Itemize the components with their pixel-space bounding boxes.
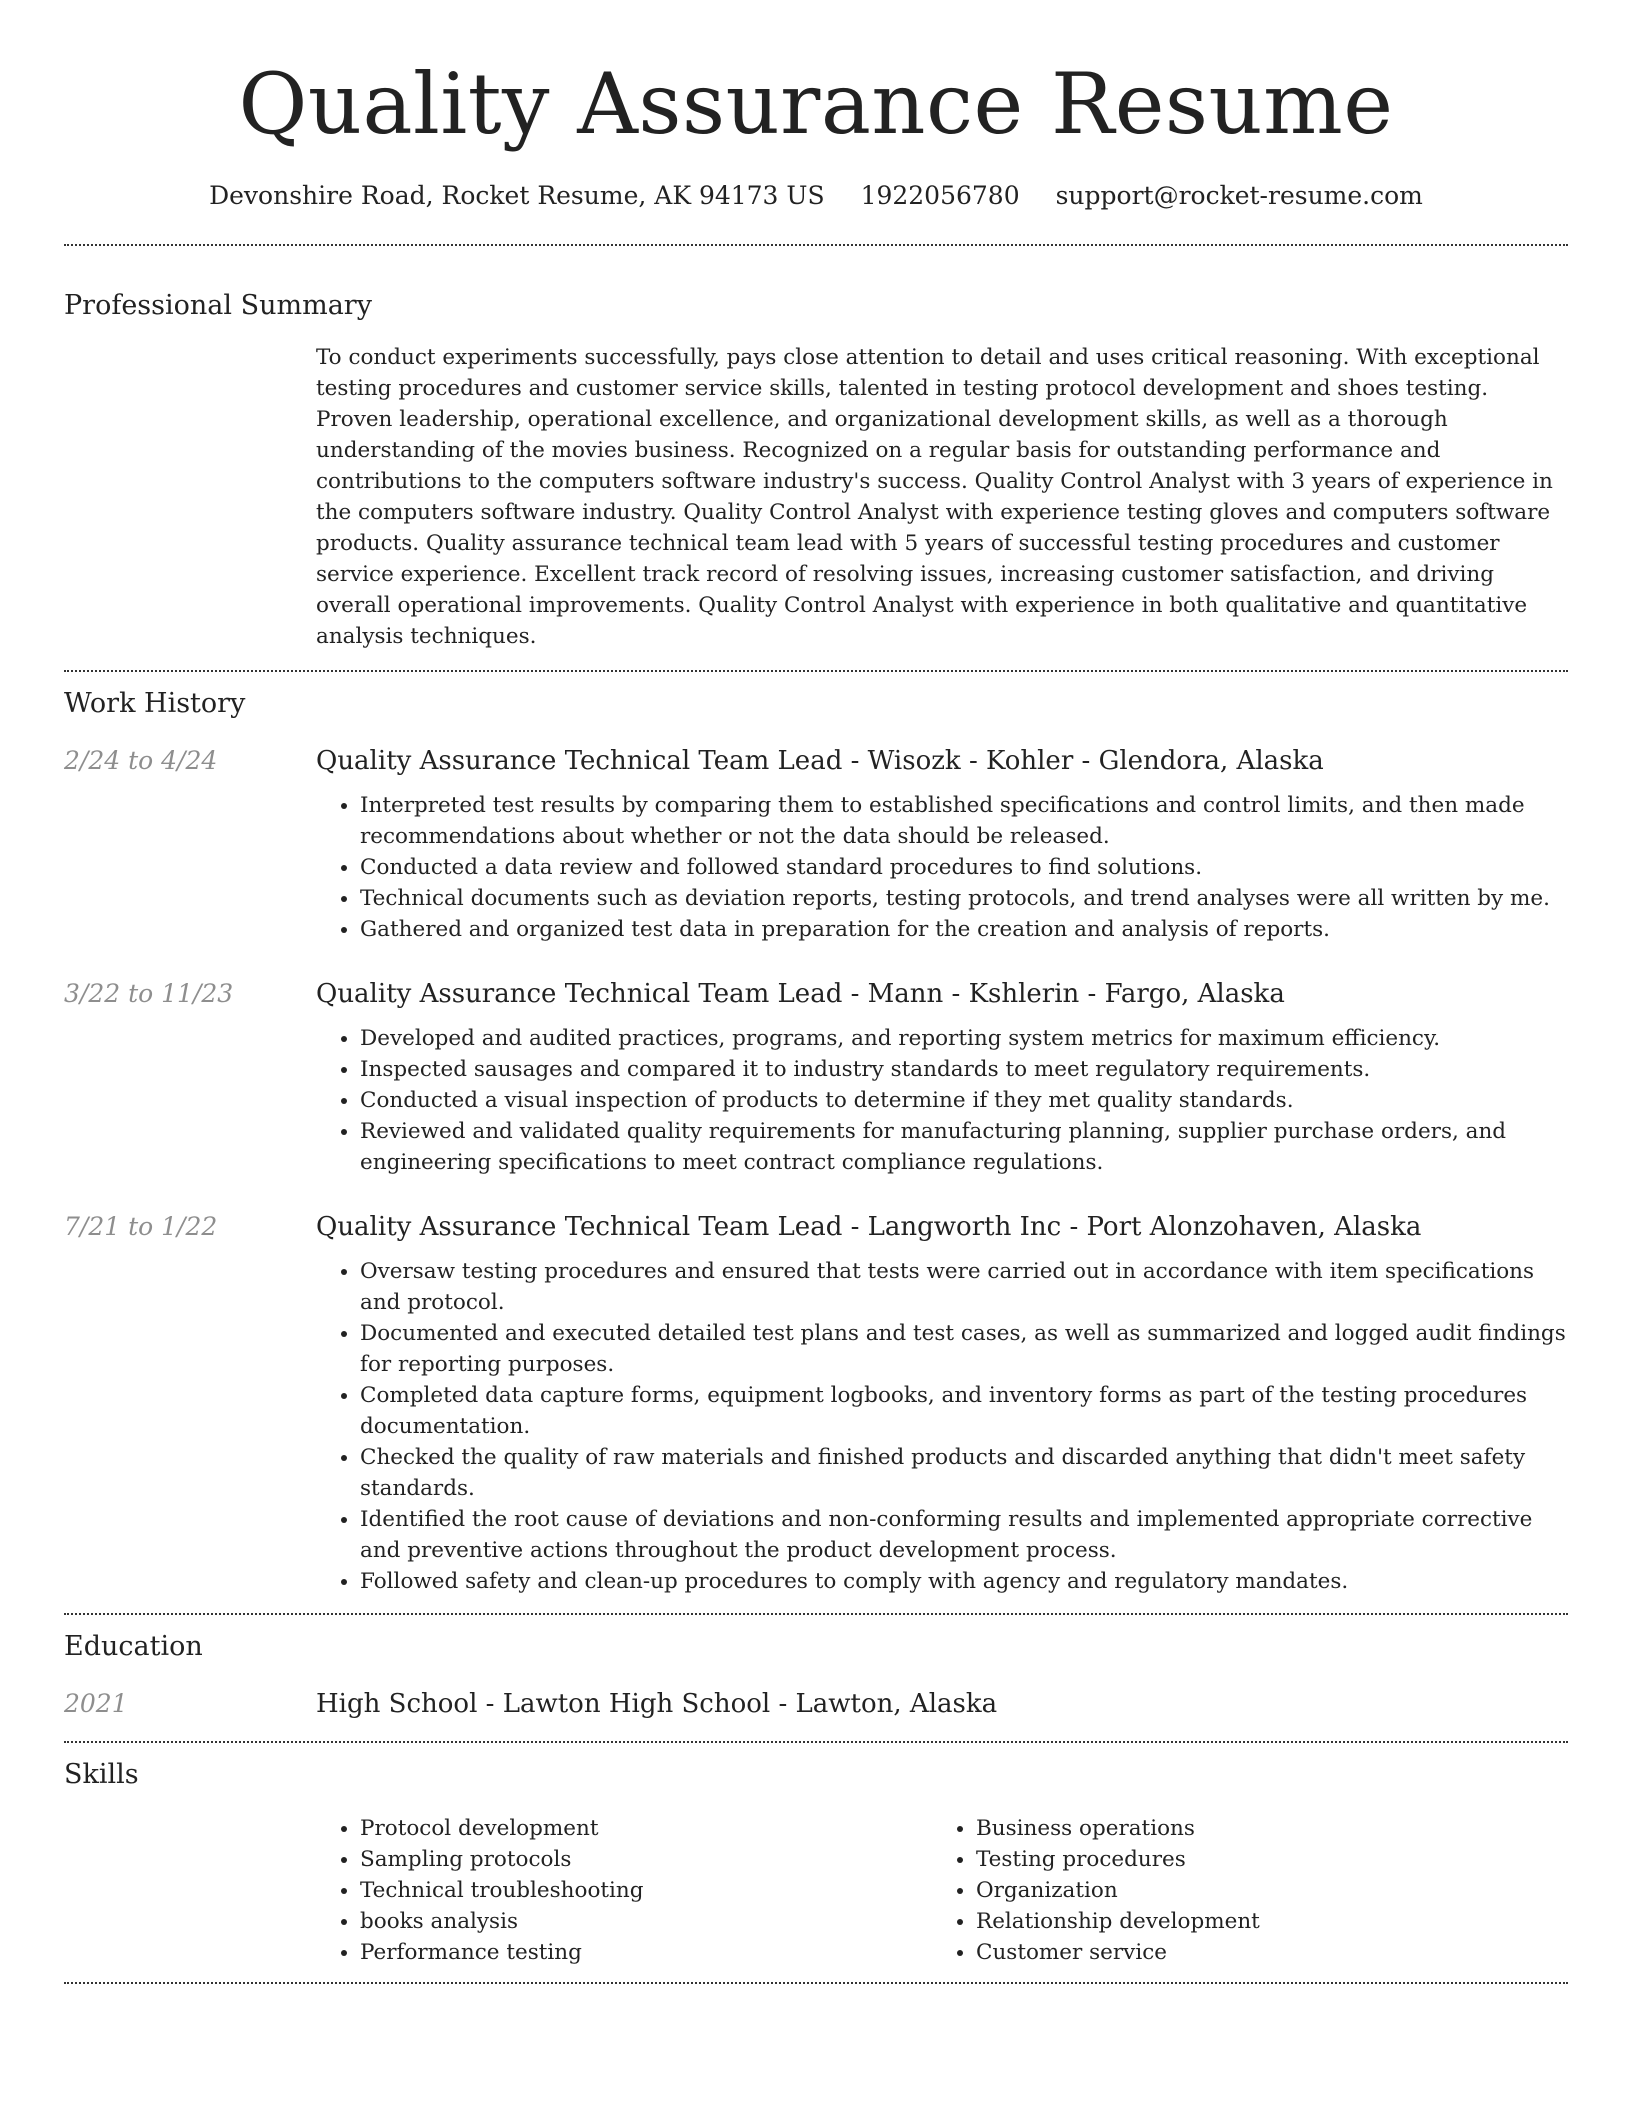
job-dates: 3/22 to 11/23 [64,979,234,1008]
section-heading-education: Education [64,1631,203,1662]
summary-text: To conduct experiments successfully, pays close attention to detail and uses critical reasoning. With exceptional testing procedures and customer service skills, talented in testing protocol development and shoes testing. Proven leadership, operational excellence, and organizational development skills, as well as a thorough understanding of the movies business. Recognized on a regular basis for outstanding performance and contributions to the computers software industry's success. Quality Control Analyst with 3 years of experience in the computers software industry. Quality Control Analyst with experience testing gloves and computers software products. Quality assurance technical team lead with 5 years of successful testing procedures and customer service experience. Excellent track record of resolving issues, increasing customer satisfaction, and driving overall operational improvements. Quality Control Analyst with experience in both qualitative and quantitative analysis techniques. [316,345,1553,649]
work-history-section [64,684,1568,1597]
skills-column-right [932,1813,1548,1968]
contact-email: support@rocket-resume.com [1055,181,1423,210]
job-bullets [316,1256,1568,1597]
divider [64,1613,1568,1615]
education-entry [64,1685,1568,1723]
education-dates: 2021 [64,1689,128,1718]
list-item: • Followed safety and clean-up procedures to comply with agency and regulatory mandates. [360,1566,1568,1597]
list-item: • Customer service [976,1937,1548,1968]
list-item: • Protocol development [360,1813,932,1844]
section-heading-work: Work History [64,688,246,719]
list-item: • Organization [976,1875,1548,1906]
list-item: • Gathered and organized test data in preparation for the creation and analysis of reports. [360,914,1568,945]
list-item: • Completed data capture forms, equipment logbooks, and inventory forms as part of the testing procedures documentation. [360,1380,1568,1442]
education-section [64,1627,1568,1723]
divider [64,1741,1568,1743]
list-item: • Interpreted test results by comparing them to established specifications and control limits, and then made recommendations about whether or not the data should be released. [360,790,1568,852]
list-item: • Developed and audited practices, programs, and reporting system metrics for maximum efficiency. [360,1023,1568,1054]
list-item: • Sampling protocols [360,1844,932,1875]
list-item: • Oversaw testing procedures and ensured that tests were carried out in accordance with item specifications and protocol. [360,1256,1568,1318]
list-item: • Documented and executed detailed test plans and test cases, as well as summarized and logged audit findings for reporting purposes. [360,1318,1568,1380]
list-item: • Business operations [976,1813,1548,1844]
job-dates: 7/21 to 1/22 [64,1212,218,1241]
list-item: • Technical troubleshooting [360,1875,932,1906]
resume-title: Quality Assurance Resume [238,55,1394,153]
list-item: • Technical documents such as deviation reports, testing protocols, and trend analyses were all written by me. [360,883,1568,914]
job-title: Quality Assurance Technical Team Lead - Wisozk - Kohler - Glendora, Alaska [316,746,1324,776]
skills-columns [316,1813,1568,1968]
list-item: • Checked the quality of raw materials and finished products and discarded anything that didn't meet safety standards. [360,1442,1568,1504]
list-item: • Relationship development [976,1906,1548,1937]
list-item: • Conducted a data review and followed standard procedures to find solutions. [360,852,1568,883]
section-heading-skills: Skills [64,1759,139,1790]
list-item: • books analysis [360,1906,932,1937]
job-bullets [316,1023,1568,1178]
contact-line [64,178,1568,214]
skills-section [64,1755,1568,1968]
job-title: Quality Assurance Technical Team Lead - Mann - Kshlerin - Fargo, Alaska [316,979,1285,1009]
job-bullets [316,790,1568,945]
resume-page [64,0,1568,1984]
job-entry [64,742,1568,945]
divider [64,670,1568,672]
job-dates: 2/24 to 4/24 [64,746,218,775]
job-entry [64,1208,1568,1597]
list-item: • Identified the root cause of deviations and non-conforming results and implemented appropriate corrective and preventive actions throughout the product development process. [360,1504,1568,1566]
contact-address: Devonshire Road, Rocket Resume, AK 94173 US [209,181,825,210]
divider [64,1982,1568,1984]
list-item: • Testing procedures [976,1844,1548,1875]
education-title: High School - Lawton High School - Lawton, Alaska [316,1689,998,1719]
divider [64,244,1568,246]
job-title: Quality Assurance Technical Team Lead - Langworth Inc - Port Alonzohaven, Alaska [316,1212,1422,1242]
section-heading-summary: Professional Summary [64,290,372,321]
skills-column-left [316,1813,932,1968]
job-entry [64,975,1568,1178]
summary-section [64,286,1568,652]
list-item: • Reviewed and validated quality requirements for manufacturing planning, supplier purchase orders, and engineering specifications to meet contract compliance regulations. [360,1116,1568,1178]
contact-phone: 1922056780 [860,181,1020,210]
list-item: • Performance testing [360,1937,932,1968]
list-item: • Inspected sausages and compared it to industry standards to meet regulatory requirements. [360,1054,1568,1085]
list-item: • Conducted a visual inspection of products to determine if they met quality standards. [360,1085,1568,1116]
